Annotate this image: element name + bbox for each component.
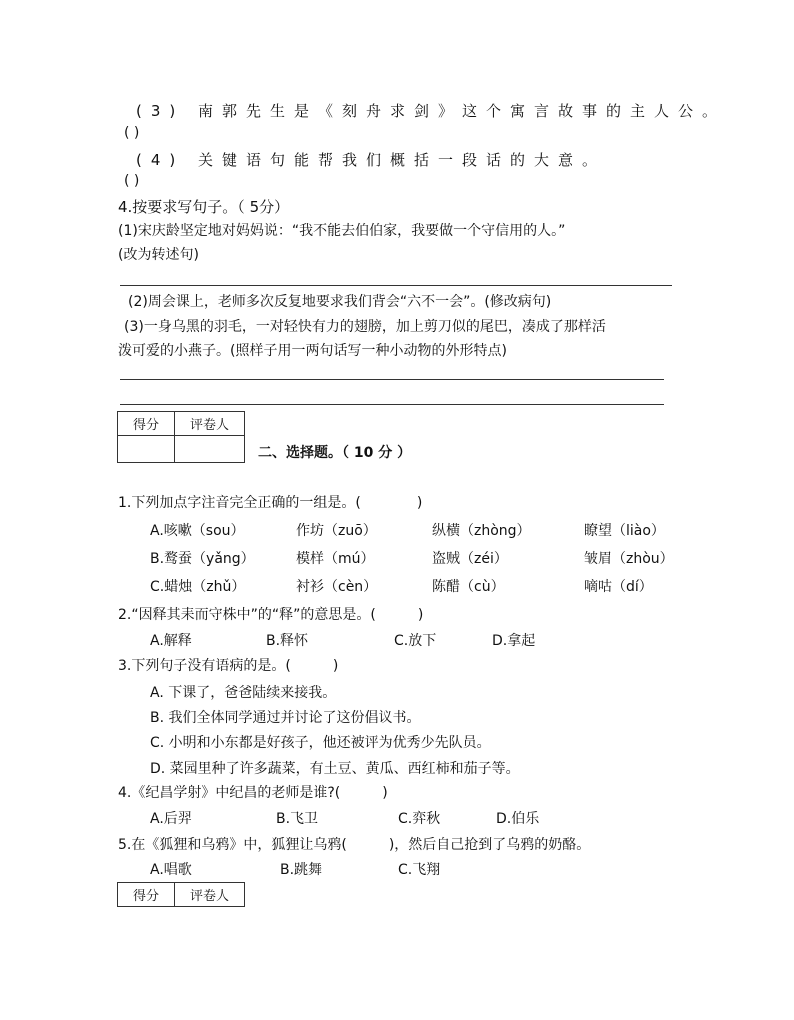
score-cell[interactable]	[118, 436, 175, 463]
choice-q2-option-d[interactable]: D.拿起	[492, 633, 536, 649]
choice-q1-row-c-item-4: 嘀咕（dí）	[584, 579, 653, 595]
choice-q1-row-c-item-1: C.蜡烛（zhǔ）	[150, 579, 246, 595]
choice-q1-row-a-item-2: 作坊（zuō）	[296, 523, 377, 539]
choice-q1-row-c-item-2: 衬衫（cèn）	[296, 579, 378, 595]
choice-q1-row-b-item-1: B.鹜蚕（yǎng）	[150, 551, 255, 567]
choice-q5-option-a[interactable]: A.唱歌	[150, 862, 192, 878]
choice-q3-stem: 3.下列句子没有语病的是。( )	[118, 658, 339, 674]
choice-q1-row-b-item-2: 模样（mú）	[296, 551, 375, 567]
rewrite-q1-note: (改为转述句)	[118, 247, 199, 263]
judgement-item-3: (3) 南郭先生是《刻舟求剑》这个寓言故事的主人公。	[136, 102, 727, 120]
choice-q3-option-d[interactable]: D. 菜园里种了许多蔬菜，有土豆、黄瓜、西红柿和茄子等。	[150, 761, 520, 777]
rewrite-q3-line1: (3)一身乌黑的羽毛，一对轻快有力的翅膀，加上剪刀似的尾巴，凑成了那样活	[124, 319, 606, 335]
choice-q3-option-b[interactable]: B. 我们全体同学通过并讨论了这份倡议书。	[150, 710, 421, 726]
rewrite-heading: 4.按要求写句子。（ 5分）	[118, 198, 290, 216]
choice-q2-option-b[interactable]: B.释怀	[266, 633, 309, 649]
choice-q1-stem: 1.下列加点字注音完全正确的一组是。( )	[118, 495, 423, 511]
choice-q2-stem: 2.“因释其耒而守株中”的“释”的意思是。( )	[118, 607, 424, 623]
grader-cell[interactable]	[175, 436, 245, 463]
choice-q1-row-a-item-1: A.咳嗽（sou）	[150, 523, 245, 539]
choice-q4-option-c[interactable]: C.弈秋	[398, 811, 441, 827]
rewrite-q2: (2)周会课上，老师多次反复地要求我们背会“六不一会”。(修改病句)	[128, 294, 552, 310]
judgement-item-4: (4) 关键语句能帮我们概括一段话的大意。	[136, 151, 607, 169]
choice-q5-option-c[interactable]: C.飞翔	[398, 862, 441, 878]
choice-q5-option-b[interactable]: B.跳舞	[280, 862, 323, 878]
answer-line[interactable]	[120, 404, 664, 405]
choice-q4-option-a[interactable]: A.后羿	[150, 811, 192, 827]
answer-line[interactable]	[120, 379, 664, 380]
choice-q2-option-a[interactable]: A.解释	[150, 633, 192, 649]
answer-paren-4[interactable]: ( )	[124, 173, 140, 189]
score-label: 得分	[118, 412, 175, 436]
choice-q1-row-a-item-4: 瞭望（liào）	[584, 523, 665, 539]
grader-label: 评卷人	[175, 412, 245, 436]
rewrite-q3-line2: 泼可爱的小燕子。(照样子用一两句话写一种小动物的外形特点)	[118, 343, 507, 359]
choice-q5-stem: 5.在《狐狸和乌鸦》中，狐狸让乌鸦( )，然后自己抢到了乌鸦的奶酪。	[118, 837, 591, 853]
answer-line[interactable]	[120, 285, 672, 286]
choice-q3-option-a[interactable]: A. 下课了，爸爸陆续来接我。	[150, 685, 337, 701]
choice-q3-option-c[interactable]: C. 小明和小东都是好孩子，他还被评为优秀少先队员。	[150, 735, 491, 751]
choice-q4-option-d[interactable]: D.伯乐	[496, 811, 540, 827]
score-box	[117, 882, 245, 907]
score-label: 得分	[118, 883, 175, 907]
grader-label: 评卷人	[175, 883, 245, 907]
choice-q4-option-b[interactable]: B.飞卫	[276, 811, 319, 827]
choice-q1-row-a-item-3: 纵横（zhòng）	[432, 523, 531, 539]
answer-paren-3[interactable]: ( )	[124, 125, 140, 141]
score-box	[117, 411, 245, 463]
section-2-title: 二、选择题。（ 10 分 ）	[258, 445, 412, 461]
rewrite-q1: (1)宋庆龄坚定地对妈妈说：“我不能去伯伯家，我要做一个守信用的人。”	[118, 223, 566, 239]
choice-q2-option-c[interactable]: C.放下	[394, 633, 437, 649]
choice-q4-stem: 4.《纪昌学射》中纪昌的老师是谁?( )	[118, 785, 388, 801]
choice-q1-row-b-item-4: 皱眉（zhòu）	[584, 551, 674, 567]
choice-q1-row-c-item-3: 陈醋（cù）	[432, 579, 505, 595]
choice-q1-row-b-item-3: 盗贼（zéi）	[432, 551, 508, 567]
